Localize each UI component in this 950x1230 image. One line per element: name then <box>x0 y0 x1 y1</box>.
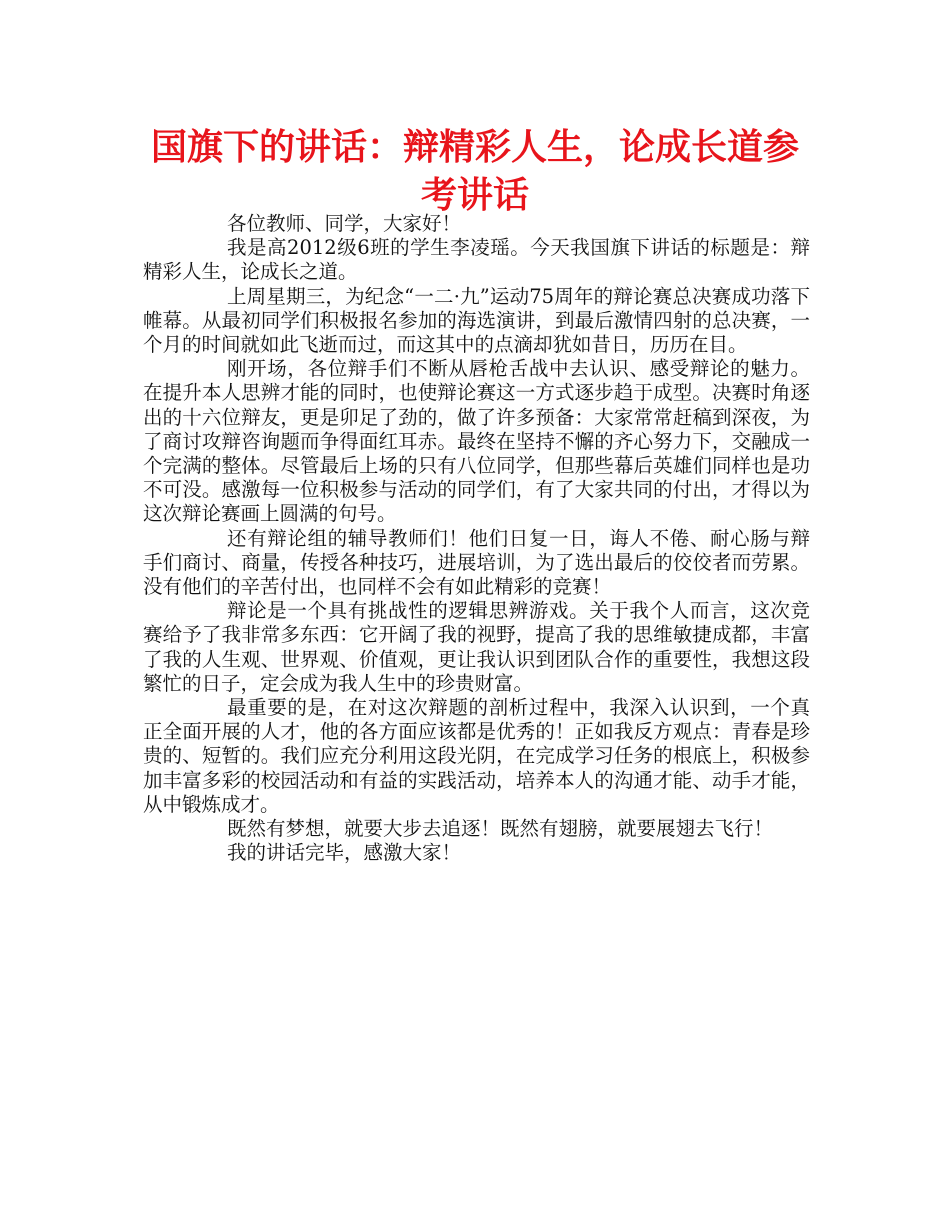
paragraph-teachers: 还有辩论组的辅导教师们！他们日复一日，诲人不倦、耐心肠与辩手们商讨、商量，传授各种技巧，进展培训，为了选出最后的佼佼者而劳累。没有他们的辛苦付出，也同样不会有如此精彩的竞赛！ <box>143 526 810 599</box>
paragraph-closing: 我的讲话完毕，感激大家！ <box>227 841 462 865</box>
paragraph-dreams: 既然有梦想，就要大步去追逐！既然有翅膀，就要展翅去飞行！ <box>227 817 774 841</box>
paragraph-debate-final: 上周星期三，为纪念“一二·九”运动75周年的辩论赛总决赛成功落下帷幕。从最初同学们积极报名参加的海选演讲，到最后激情四射的总决赛，一个月的时间就如此飞逝而过，而这其中的点滴却犹如昔日，历历在目。 <box>143 284 810 357</box>
paragraph-most-important: 最重要的是，在对这次辩题的剖析过程中，我深入认识到，一个真正全面开展的人才，他的各方面应该都是优秀的！正如我反方观点：青春是珍贵的、短暂的。我们应充分利用这段光阴，在完成学习任务的根底上，积极参加丰富多彩的校园活动和有益的实践活动，培养本人的沟通才能、动手才能，从中锻炼成才。 <box>143 696 810 816</box>
paragraph-introduction: 我是高2012级6班的学生李凌瑶。今天我国旗下讲话的标题是：辩精彩人生，论成长之道。 <box>143 236 810 284</box>
paragraph-personal-gains: 辩论是一个具有挑战性的逻辑思辨游戏。关于我个人而言，这次竞赛给予了我非常多东西：它开阔了我的视野，提高了我的思维敏捷成都，丰富了我的人生观、世界观、价值观，更让我认识到团队合作的重要性，我想这段繁忙的日子，定会成为我人生中的珍贵财富。 <box>143 599 810 695</box>
document-body <box>143 212 810 865</box>
paragraph-greeting: 各位教师、同学，大家好！ <box>227 212 462 235</box>
document-title: 国旗下的讲话：辩精彩人生，论成长道参考讲话 <box>150 127 799 216</box>
paragraph-debaters: 刚开场，各位辩手们不断从唇枪舌战中去认识、感受辩论的魅力。在提升本人思辨才能的同时，也使辩论赛这一方式逐步趋于成型。决赛时角逐出的十六位辩友，更是卯足了劲的，做了许多预备：大家常常赶稿到深夜，为了商讨攻辩咨询题而争得面红耳赤。最终在坚持不懈的齐心努力下，交融成一个完满的整体。尽管最后上场的只有八位同学，但那些幕后英雄们同样也是功不可没。感激每一位积极参与活动的同学们，有了大家共同的付出，才得以为这次辩论赛画上圆满的句号。 <box>143 357 810 526</box>
